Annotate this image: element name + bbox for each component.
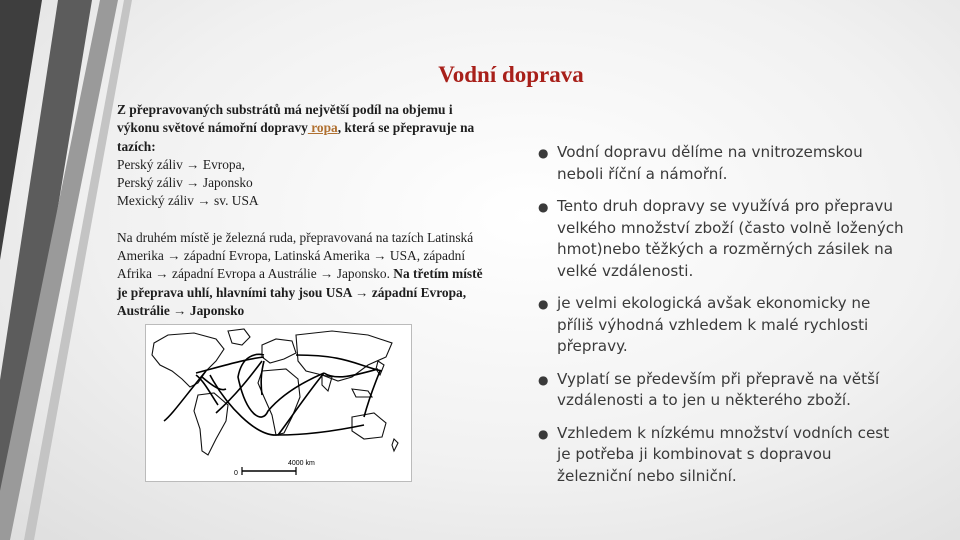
- oil-tail-text: , která se přepravuje na tazích:: [117, 120, 475, 154]
- ore-text: Na druhém místě je železná ruda, přepravovaná na tazích Latinská Amerika → západní Evropa, Latinská Amerika → USA, západní Afrika → západní Evropa a Austrálie → Japonsko.: [117, 229, 474, 282]
- bullet-text: Tento druh dopravy se využívá pro přepravu velkého množství zboží (často volně ložených hmot)nebo těžkých a rozměrných zásilek na velké vzdálenosti.: [557, 197, 904, 280]
- route-line-1: Perský záliv → Evropa,: [117, 156, 245, 172]
- bullet-dot-icon: ●: [538, 200, 549, 214]
- bullet-dot-icon: ●: [538, 372, 549, 387]
- oil-link[interactable]: ropa: [307, 120, 338, 136]
- scale-distance-label: 4000 km: [288, 460, 315, 467]
- shipping-route-lines: [164, 354, 382, 435]
- shipping-routes-map: [145, 324, 412, 482]
- bullet-item: [537, 369, 907, 412]
- left-text-block: [117, 101, 487, 320]
- bullet-list: [537, 142, 907, 498]
- bullet-dot-icon: ●: [538, 426, 549, 441]
- bullet-item: [537, 293, 907, 358]
- coal-text: Na třetím místě je přeprava uhlí, hlavními tahy jsou USA → západní Evropa, Austrálie → Japonsko: [117, 266, 483, 318]
- bullet-item: [537, 142, 907, 185]
- bullet-text: je velmi ekologická avšak ekonomicky ne příliš výhodná vzhledem k malé rychlosti přepravy.: [557, 294, 871, 355]
- bullet-text: Vodní dopravu dělíme na vnitrozemskou neboli říční a námořní.: [557, 143, 863, 183]
- route-line-2: Perský záliv → Japonsko: [117, 175, 253, 191]
- bullet-item: [537, 423, 907, 488]
- bullet-dot-icon: ●: [538, 146, 549, 160]
- oil-lead-text: Z přepravovaných substrátů má největší podíl na objemu i výkonu světové námořní dopravy: [117, 102, 453, 136]
- bullet-item: [537, 196, 907, 282]
- scale-zero-label: 0: [234, 470, 238, 477]
- slide-title: Vodní doprava: [438, 62, 584, 87]
- bullet-text: Vzhledem k nízkému množství vodních cest je potřeba ji kombinovat s dopravou železniční nebo silniční.: [557, 423, 890, 485]
- bullet-dot-icon: ●: [538, 297, 549, 311]
- map-scale-bar: [234, 460, 315, 477]
- paragraph-ore-coal: [117, 229, 487, 320]
- world-map-drawing: [146, 325, 411, 481]
- bullet-text: Vyplatí se především při přepravě na větší vzdálenosti a to jen u některého zboží.: [557, 369, 880, 409]
- route-line-3: Mexický záliv → sv. USA: [117, 193, 259, 209]
- paragraph-oil: [117, 101, 487, 156]
